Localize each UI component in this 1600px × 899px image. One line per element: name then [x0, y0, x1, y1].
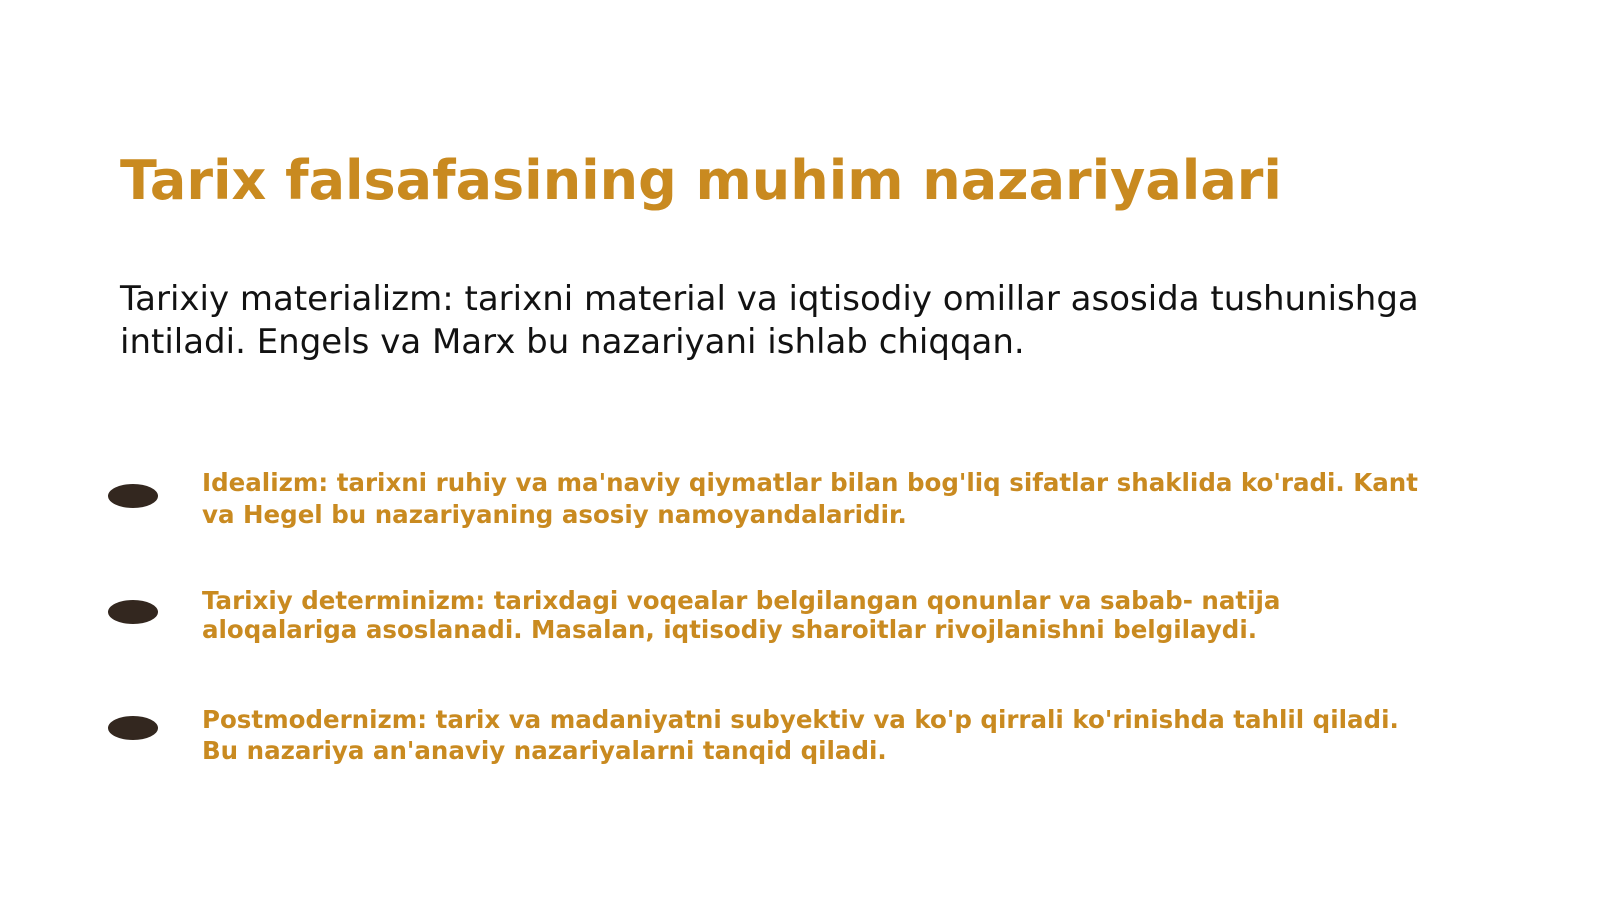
list-item-idealism: Idealizm: tarixni ruhiy va ma'naviy qiymatlar bilan bog'liq sifatlar shaklida ko'radi. Kant va Hegel bu nazariyaning asosiy namoyandalaridir.	[202, 468, 1418, 529]
list-item-determinism: Tarixiy determinizm: tarixdagi voqealar belgilangan qonunlar va sabab- natija aloqalariga asoslanadi. Masalan, iqtisodiy sharoitlar rivojlanishni belgilaydi.	[202, 586, 1281, 644]
bullet-marker-2	[108, 600, 158, 624]
list-item-postmodernism: Postmodernizm: tarix va madaniyatni subyektiv va ko'p qirrali ko'rinishda tahlil qiladi. Bu nazariya an'anaviy nazariyalarni tanqid qiladi.	[202, 705, 1399, 765]
intro-paragraph: Tarixiy materializm: tarixni material va iqtisodiy omillar asosida tushunishga intiladi. Engels va Marx bu nazariyani ishlab chiqqan.	[120, 279, 1419, 362]
bullet-marker-3	[108, 716, 158, 740]
bullet-marker-1	[108, 484, 158, 508]
slide-title: Tarix falsafasining muhim nazariyalari	[120, 149, 1282, 212]
